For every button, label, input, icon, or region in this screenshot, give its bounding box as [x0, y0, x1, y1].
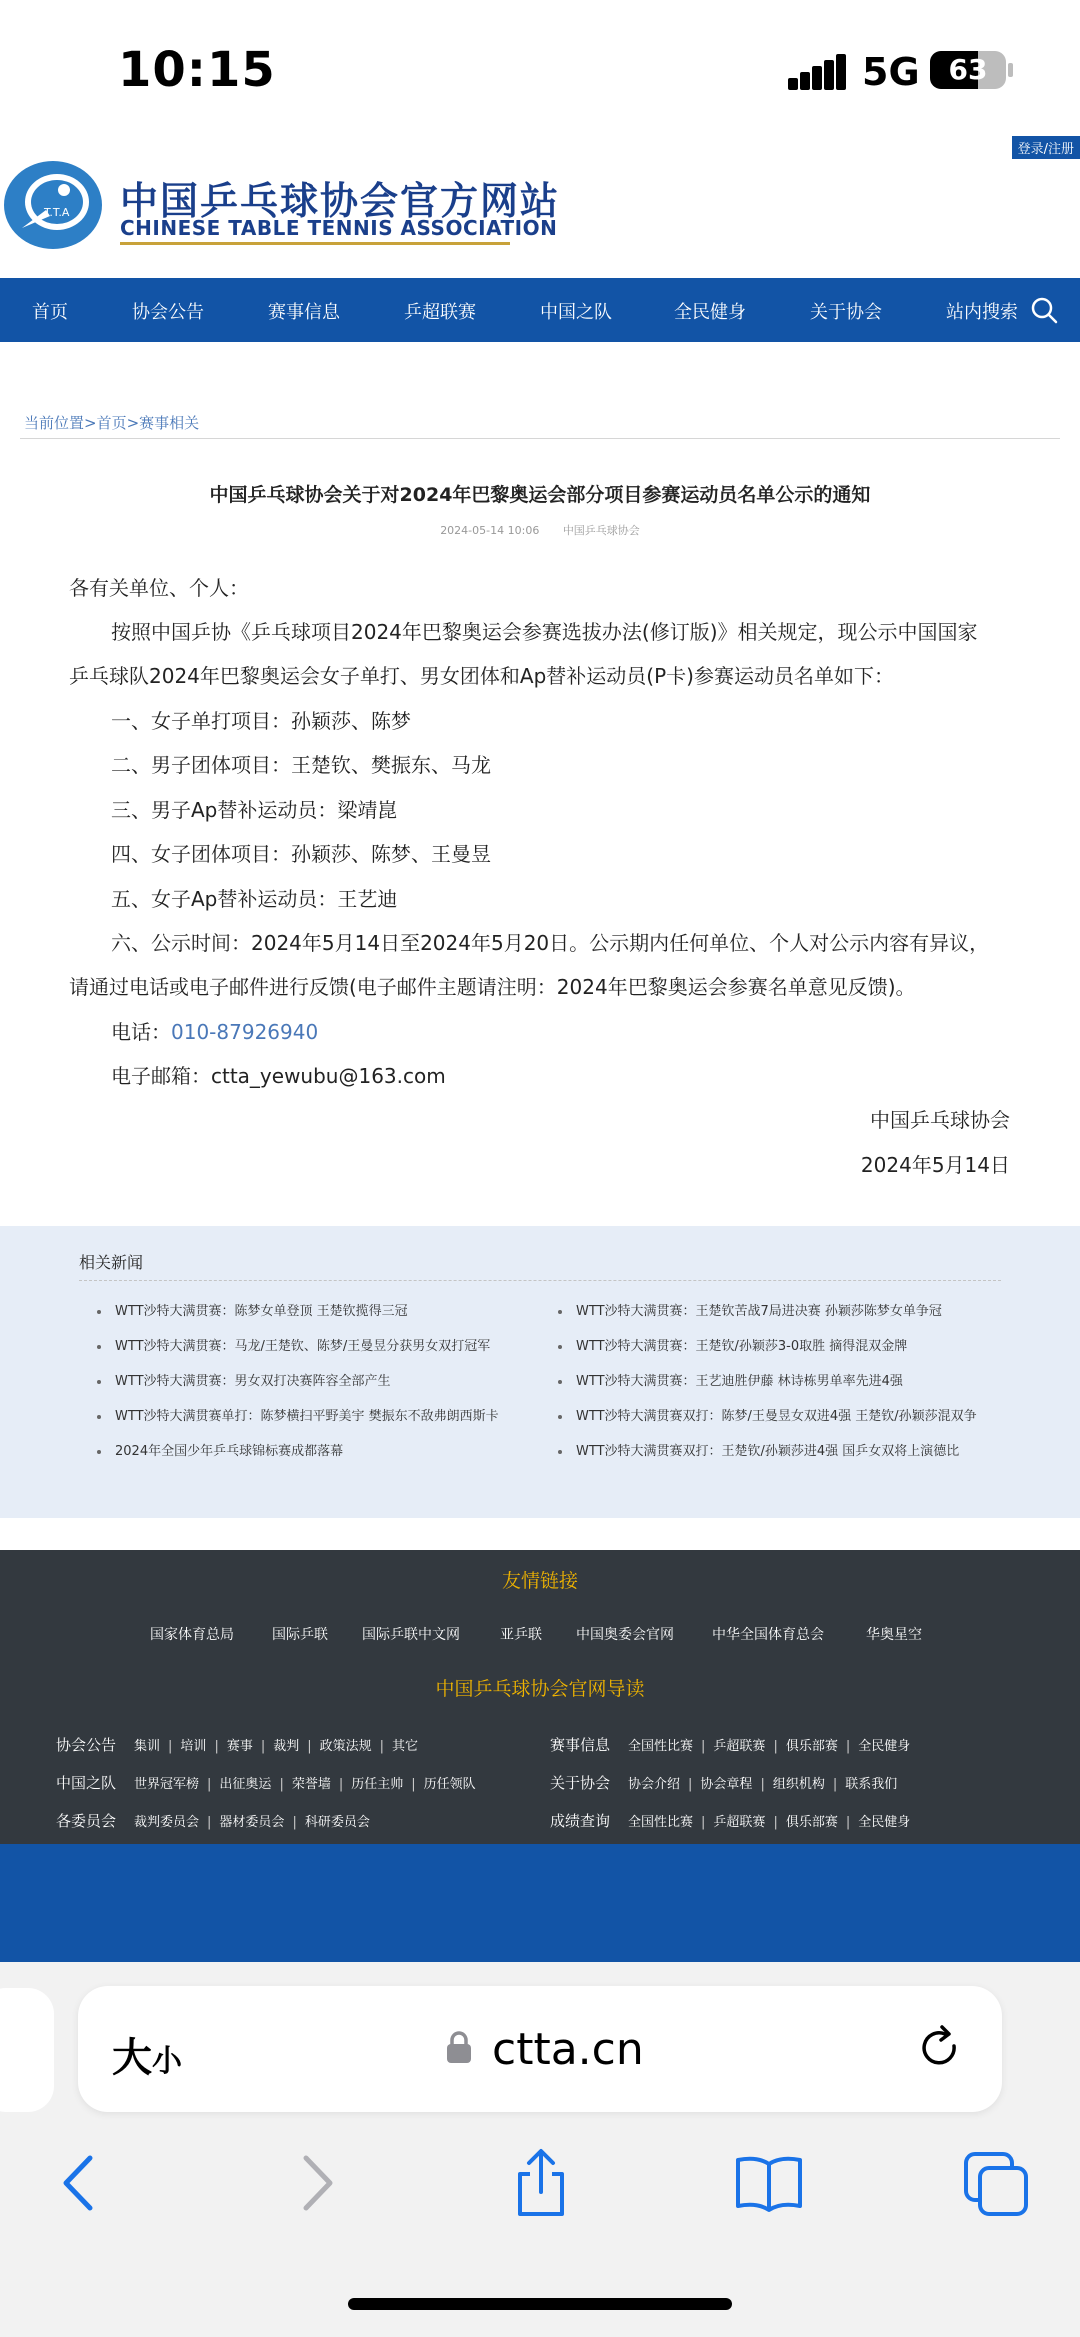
status-bar	[0, 0, 1080, 140]
site-footer	[0, 1550, 1080, 1844]
friend-link[interactable]: 国际乒联	[272, 1627, 328, 1643]
news-link[interactable]: WTT沙特大满贯赛单打：陈梦横扫平野美宇 樊振东不敌弗朗西斯卡	[97, 1405, 517, 1424]
tabs-icon[interactable]	[962, 2148, 1032, 2218]
article-title: 中国乒乓球协会关于对2024年巴黎奥运会部分项目参赛运动员名单公示的通知	[209, 484, 871, 506]
article-intro-line2: 乒乓球队2024年巴黎奥运会女子单打、男女团体和Ap替补运动员(P卡)参赛运动员名单如下：	[69, 664, 894, 688]
guide-row-national-team: 中国之队 世界冠军榜 | 出征奥运 | 荣誉墙 | 历任主帅 | 历任领队	[56, 1774, 476, 1792]
battery-icon	[930, 51, 1006, 89]
nav-item-fitness[interactable]: 全民健身	[674, 302, 746, 323]
ctta-logo-icon[interactable]	[2, 158, 104, 252]
breadcrumb-divider	[20, 438, 1060, 439]
back-icon[interactable]	[46, 2148, 116, 2218]
footer-blue-band	[0, 1844, 1080, 1962]
main-nav	[0, 278, 1080, 342]
phone-label: 电话：	[111, 1020, 171, 1044]
site-header	[0, 130, 1080, 278]
guide-row-committees: 各委员会 裁判委员会 | 器材委员会 | 科研委员会	[56, 1812, 370, 1830]
site-name-cn: 中国乒乓球协会官方网站	[120, 179, 561, 223]
signal-icon	[788, 52, 846, 90]
browser-toolbar	[0, 1962, 1080, 2337]
related-news-panel	[0, 1226, 1080, 1518]
article-email-row	[111, 1060, 446, 1089]
nav-item-super-league[interactable]: 乒超联赛	[404, 302, 476, 323]
login-register-link[interactable]: 登录/注册	[1012, 136, 1080, 159]
article-date: 2024-05-14 10:06	[440, 524, 540, 537]
site-name-en: CHINESE TABLE TENNIS ASSOCIATION	[120, 216, 558, 240]
news-link[interactable]: WTT沙特大满贯赛：马龙/王楚钦、陈梦/王曼昱分获男女双打冠军	[97, 1335, 517, 1354]
article-greeting: 各有关单位、个人：	[69, 576, 249, 600]
lock-icon	[446, 2030, 472, 2064]
news-link[interactable]: WTT沙特大满贯赛：王艺迪胜伊藤 林诗栋男单率先进4强	[558, 1370, 978, 1389]
news-link[interactable]: WTT沙特大满贯赛：王楚钦/孙颖莎3-0取胜 摘得混双金牌	[558, 1335, 978, 1354]
related-news-heading: 相关新闻	[79, 1253, 144, 1272]
svg-text:T.T.A: T.T.A	[44, 206, 70, 219]
article-intro-line1: 按照中国乒协《乒乓球项目2024年巴黎奥运会参赛选拔办法(修订版)》相关规定，现公示中国国家	[111, 620, 978, 644]
nav-item-home[interactable]: 首页	[32, 302, 68, 323]
article-item-3: 三、男子Ap替补运动员：梁靖崑	[111, 798, 398, 822]
email-value: ctta_yewubu@163.com	[211, 1064, 446, 1088]
share-icon[interactable]	[506, 2148, 576, 2218]
friend-link[interactable]: 华奥星空	[866, 1627, 922, 1643]
news-link[interactable]: WTT沙特大满贯赛：男女双打决赛阵容全部产生	[97, 1370, 517, 1389]
news-link[interactable]: 2024年全国少年乒乓球锦标赛成都落幕	[97, 1440, 517, 1459]
nav-item-notices[interactable]: 协会公告	[132, 302, 204, 323]
friend-link[interactable]: 中国奥委会官网	[576, 1627, 674, 1643]
signature-date: 2024年5月14日	[860, 1153, 1010, 1177]
email-label: 电子邮箱：	[111, 1064, 211, 1088]
search-icon[interactable]	[1030, 296, 1058, 324]
friend-link[interactable]: 国际乒联中文网	[362, 1627, 460, 1643]
logo-underline	[120, 242, 510, 245]
related-news-divider	[79, 1280, 1001, 1281]
article-item-5: 五、女子Ap替补运动员：王艺迪	[111, 887, 398, 911]
battery-level: 63	[948, 53, 988, 86]
news-link[interactable]: WTT沙特大满贯赛：陈梦女单登顶 王楚钦揽得三冠	[97, 1300, 517, 1319]
friend-links-title: 友情链接	[501, 1570, 578, 1592]
breadcrumb[interactable]: 当前位置>首页>赛事相关	[24, 414, 200, 432]
article-item-2: 二、男子团体项目：王楚钦、樊振东、马龙	[111, 753, 491, 777]
home-indicator	[348, 2298, 732, 2310]
friend-link[interactable]: 中华全国体育总会	[712, 1627, 824, 1643]
article-item-6: 六、公示时间：2024年5月14日至2024年5月20日。公示期内任何单位、个人对公示内容有异议，	[111, 931, 990, 955]
nav-item-site-search[interactable]: 站内搜索	[946, 302, 1018, 323]
nav-item-national-team[interactable]: 中国之队	[540, 302, 612, 323]
article-item-6-cont: 请通过电话或电子邮件进行反馈(电子邮件主题请注明：2024年巴黎奥运会参赛名单意见反馈)。	[69, 975, 916, 999]
address-bar[interactable]	[78, 1986, 1002, 2112]
article-item-4: 四、女子团体项目：孙颖莎、陈梦、王曼昱	[111, 842, 491, 866]
status-time: 10:15	[118, 42, 276, 98]
news-link[interactable]: WTT沙特大满贯赛双打：王楚钦/孙颖莎进4强 国乒女双将上演德比	[558, 1440, 978, 1459]
previous-tab-preview[interactable]	[0, 1988, 54, 2112]
friend-link[interactable]: 国家体育总局	[150, 1627, 234, 1643]
url-text[interactable]: ctta.cn	[492, 2024, 644, 2075]
news-link[interactable]: WTT沙特大满贯赛双打：陈梦/王曼昱女双进4强 王楚钦/孙颖莎混双争	[558, 1405, 978, 1424]
article-meta	[0, 522, 1080, 538]
site-guide-title: 中国乒乓球协会官网导读	[435, 1678, 645, 1700]
bookmarks-icon[interactable]	[734, 2148, 804, 2218]
article-item-1: 一、女子单打项目：孙颖莎、陈梦	[111, 709, 411, 733]
guide-row-events: 赛事信息 全国性比赛 | 乒超联赛 | 俱乐部赛 | 全民健身	[550, 1736, 911, 1754]
guide-row-about: 关于协会 协会介绍 | 协会章程 | 组织机构 | 联系我们	[550, 1774, 898, 1792]
nav-item-events[interactable]: 赛事信息	[268, 302, 340, 323]
battery-cap	[1008, 63, 1013, 77]
signature-org: 中国乒乓球协会	[870, 1108, 1010, 1132]
network-type: 5G	[862, 50, 920, 94]
friend-link[interactable]: 亚乒联	[500, 1627, 542, 1643]
article-phone-row	[111, 1016, 318, 1045]
reload-icon[interactable]	[916, 2024, 964, 2072]
news-link[interactable]: WTT沙特大满贯赛：王楚钦苦战7局进决赛 孙颖莎陈梦女单争冠	[558, 1300, 978, 1319]
guide-row-results: 成绩查询 全国性比赛 | 乒超联赛 | 俱乐部赛 | 全民健身	[550, 1812, 911, 1830]
forward-icon[interactable]	[280, 2148, 350, 2218]
text-size-button[interactable]: 大小	[112, 2035, 182, 2081]
guide-row-notices: 协会公告 集训 | 培训 | 赛事 | 裁判 | 政策法规 | 其它	[56, 1736, 419, 1754]
phone-link[interactable]: 010-87926940	[171, 1020, 319, 1044]
nav-item-about[interactable]: 关于协会	[810, 302, 882, 323]
article-source: 中国乒乓球协会	[562, 524, 640, 537]
